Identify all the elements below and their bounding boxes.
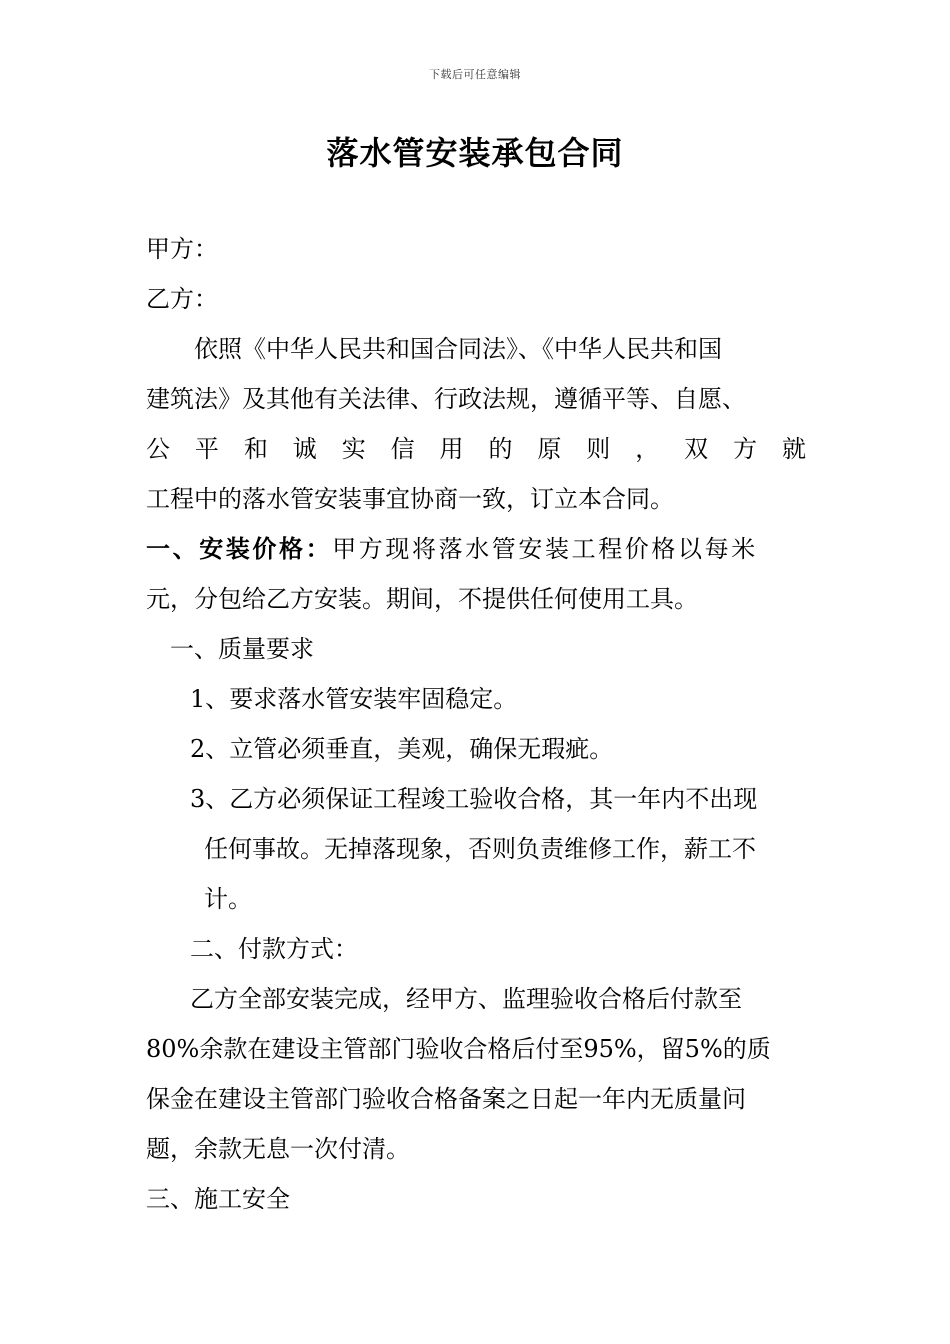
price-heading: 一、安装价格： xyxy=(146,534,333,563)
preamble-line-4: 工程中的落水管安装事宜协商一致，订立本合同。 xyxy=(146,485,674,513)
preamble-line-3-char: 信 xyxy=(390,435,415,463)
preamble-line-3-char: ， xyxy=(635,435,660,463)
document-body xyxy=(146,224,806,1224)
preamble-line-1: 依照《中华人民共和国合同法》、《中华人民共和国 xyxy=(194,335,722,363)
preamble-line-3-char: 平 xyxy=(194,435,219,463)
preamble-line-3-char: 则 xyxy=(586,435,611,463)
party-a-line: 甲方： xyxy=(146,235,218,263)
preamble-line-3-char: 原 xyxy=(537,435,562,463)
preamble-line-3-char: 方 xyxy=(733,435,758,463)
payment-line-1: 乙方全部安装完成，经甲方、监理验收合格后付款至 xyxy=(190,985,742,1013)
preamble-line-3-char: 诚 xyxy=(292,435,317,463)
preamble-line-3 xyxy=(146,424,806,474)
quality-item-2: 2、立管必须垂直，美观，确保无瑕疵。 xyxy=(190,735,614,763)
preamble-line-3-char: 双 xyxy=(684,435,709,463)
price-line-2: 元，分包给乙方安装。期间，不提供任何使用工具。 xyxy=(146,585,698,613)
preamble-line-3-char: 就 xyxy=(781,435,806,463)
preamble-line-3-char: 用 xyxy=(439,435,464,463)
preamble-line-3-char: 实 xyxy=(341,435,366,463)
price-line-1-text: 甲方现将落水管安装工程价格以每米 xyxy=(332,535,758,563)
payment-line-2: 80%余款在建设主管部门验收合格后付至95%，留5%的质 xyxy=(146,1035,771,1063)
quality-item-3-line-2: 任何事故。无掉落现象，否则负责维修工作，薪工不 xyxy=(204,835,756,863)
document-title: 落水管安装承包合同 xyxy=(326,134,624,172)
payment-heading: 二、付款方式： xyxy=(190,935,358,963)
payment-line-4: 题，余款无息一次付清。 xyxy=(146,1135,410,1163)
preamble-line-3-char: 的 xyxy=(488,435,513,463)
payment-line-3: 保金在建设主管部门验收合格备案之日起一年内无质量问 xyxy=(146,1085,746,1113)
preamble-line-3-char: 和 xyxy=(243,435,268,463)
quality-item-1: 1、要求落水管安装牢固稳定。 xyxy=(190,685,518,713)
quality-item-3-line-1: 3、乙方必须保证工程竣工验收合格，其一年内不出现 xyxy=(190,785,758,813)
preamble-line-3-char: 公 xyxy=(146,435,170,463)
price-line-1 xyxy=(146,524,806,574)
header-note: 下载后可任意编辑 xyxy=(429,68,521,81)
preamble-line-2: 建筑法》及其他有关法律、行政法规，遵循平等、自愿、 xyxy=(146,385,746,413)
safety-heading: 三、施工安全 xyxy=(146,1185,290,1213)
quality-heading: 一、质量要求 xyxy=(170,635,314,663)
quality-item-3-line-3: 计。 xyxy=(204,885,252,913)
party-b-line: 乙方： xyxy=(146,285,218,313)
